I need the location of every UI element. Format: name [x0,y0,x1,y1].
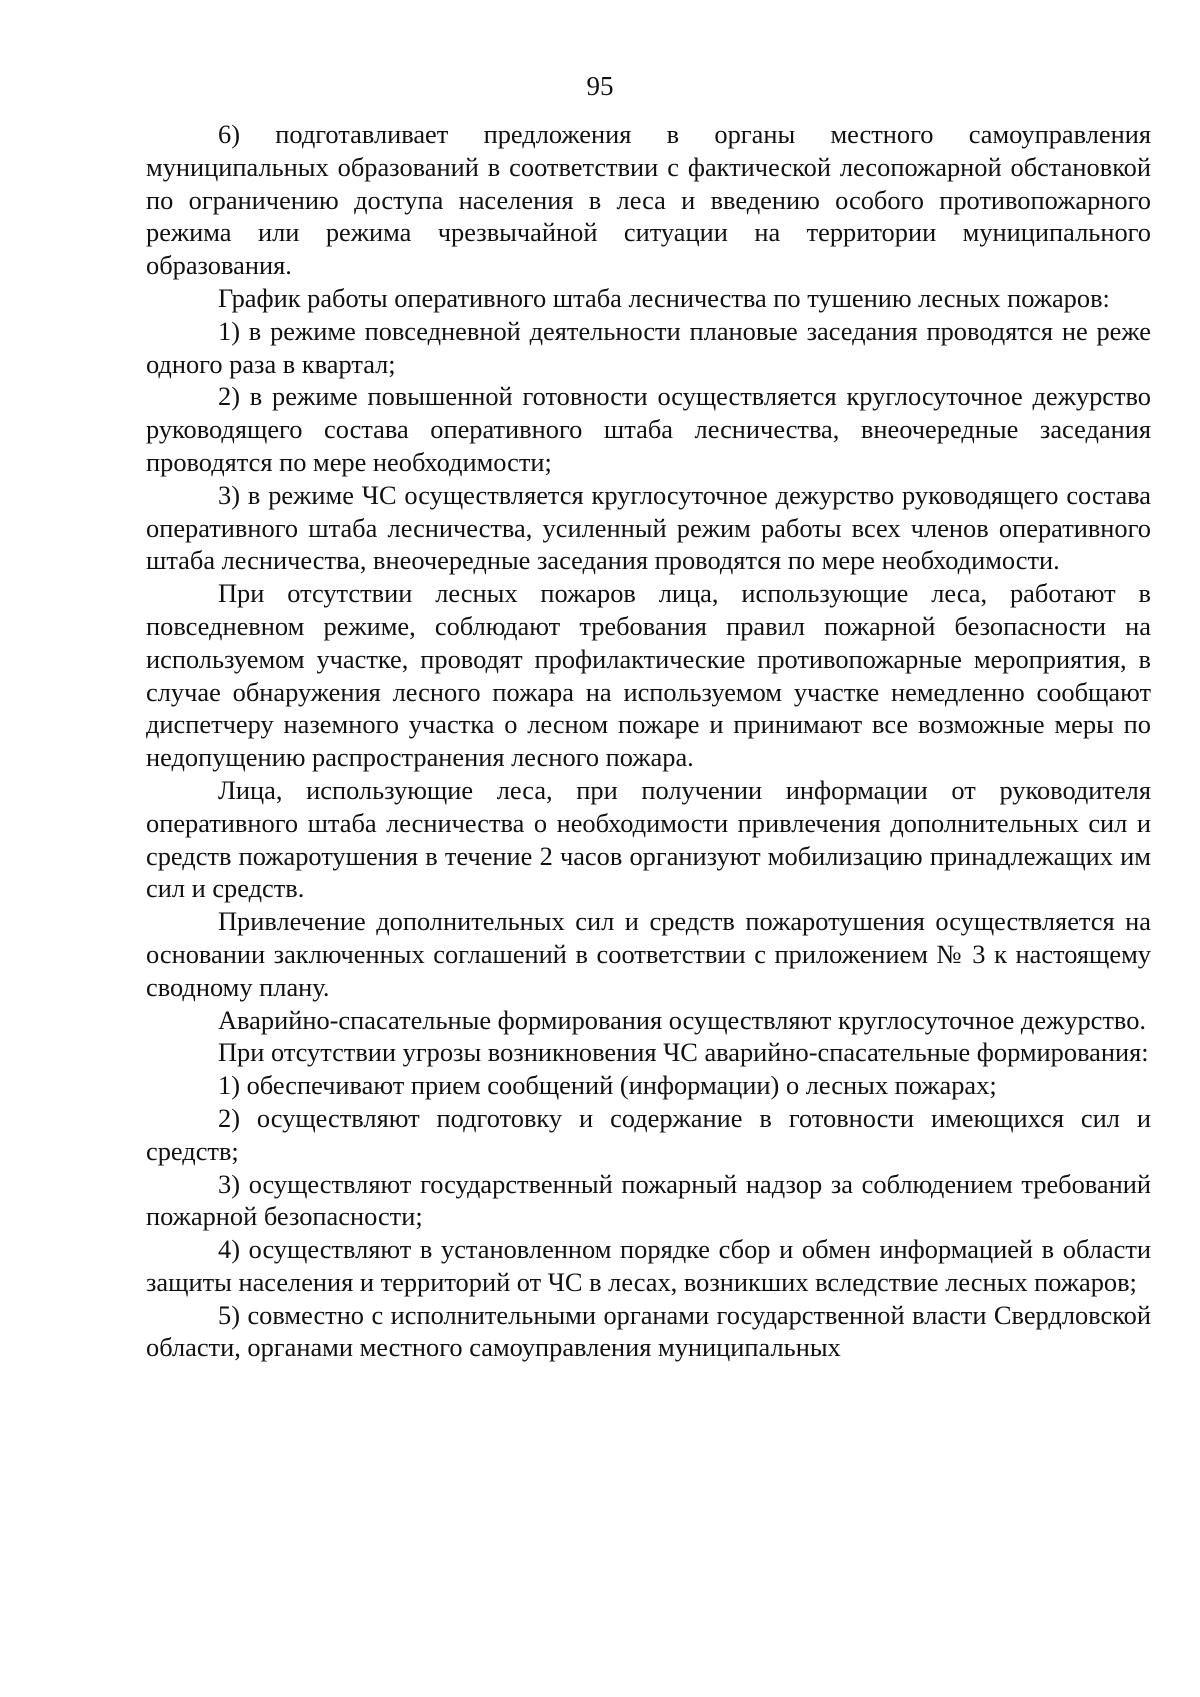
paragraph: Лица, использующие леса, при получении информации от руководителя оперативного штаба лесничества о необходимости привлечения дополнительных сил и средств пожаротушения в течение 2 часов организуют мобилизацию принадлежащих им сил и средств. [146,774,1151,904]
list-item: 3) в режиме ЧС осуществляется круглосуточное дежурство руководящего состава оперативного штаба лесничества, усиленный режим работы всех членов оперативного штаба лесничества, внеочередные заседания проводятся по мере необходимости. [146,479,1151,576]
list-item: 1) обеспечивают прием сообщений (информации) о лесных пожарах; [218,1070,997,1101]
paragraph: При отсутствии угрозы возникновения ЧС аварийно-спасательные формирования: [218,1037,1149,1068]
document-body [146,118,1151,1364]
paragraph: Аварийно-спасательные формирования осуществляют круглосуточное дежурство. [218,1004,1146,1035]
page-number: 95 [586,71,614,101]
list-item: 1) в режиме повседневной деятельности плановые заседания проводятся не реже одного раза в квартал; [146,315,1151,379]
list-item: 2) осуществляют подготовку и содержание в готовности имеющихся сил и средств; [146,1102,1151,1166]
paragraph: График работы оперативного штаба лесничества по тушению лесных пожаров: [218,282,1110,313]
paragraph: Привлечение дополнительных сил и средств пожаротушения осуществляется на основании заключенных соглашений в соответствии с приложением № 3 к настоящему сводному плану. [146,906,1151,1002]
list-item: 4) осуществляют в установленном порядке сбор и обмен информацией в области защиты населения и территорий от ЧС в лесах, возникших вследствие лесных пожаров; [146,1234,1151,1297]
list-item: 3) осуществляют государственный пожарный надзор за соблюдением требований пожарной безопасности; [146,1168,1151,1232]
paragraph: 6) подготавливает предложения в органы местного самоуправления муниципальных образований в соответствии с фактической лесопожарной обстановкой по ограничению доступа населения в леса и введению особого противопожарного режима или режима чрезвычайной ситуации на территории муниципального образования. [146,119,1151,281]
paragraph: При отсутствии лесных пожаров лица, использующие леса, работают в повседневном режиме, соблюдают требования правил пожарной безопасности на используемом участке, проводят профилактические противопожарные мероприятия, в случае обнаружения лесного пожара на используемом участке немедленно сообщают диспетчеру наземного участка о лесном пожаре и принимают все возможные меры по недопущению распространения лесного пожара. [146,578,1151,773]
list-item: 5) совместно с исполнительными органами государственной власти Свердловской области, органами местного самоуправления муниципальных [146,1299,1151,1363]
list-item: 2) в режиме повышенной готовности осуществляется круглосуточное дежурство руководящего состава оперативного штаба лесничества, внеочередные заседания проводятся по мере необходимости; [146,381,1151,477]
